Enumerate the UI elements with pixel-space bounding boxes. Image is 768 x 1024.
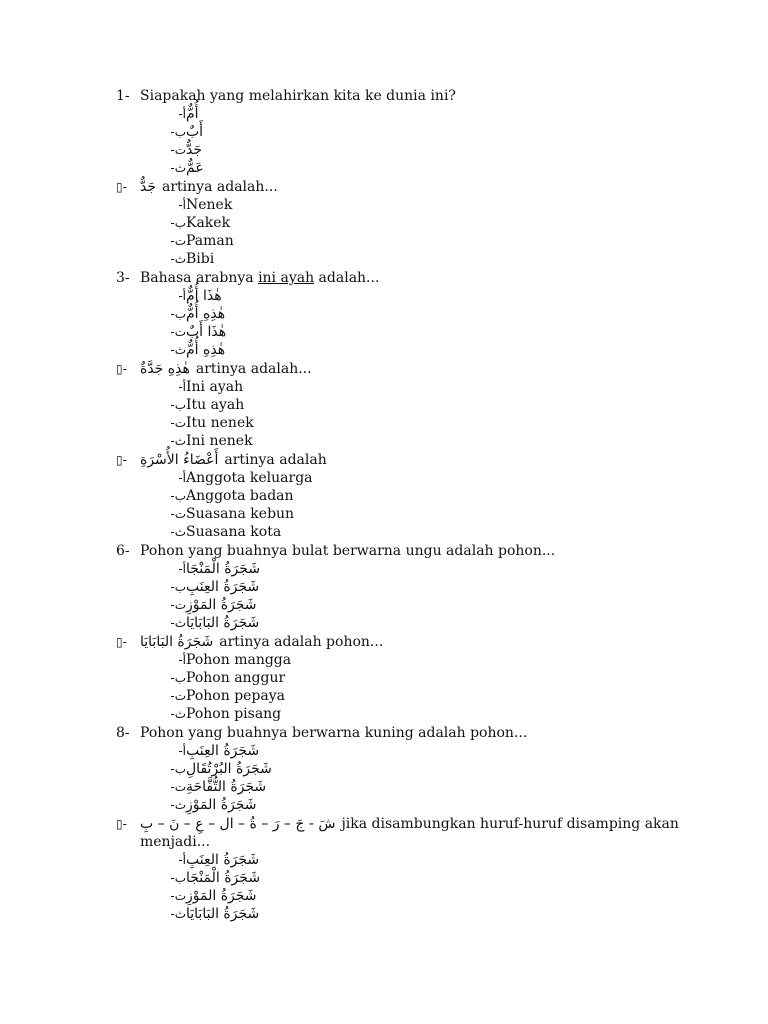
option-d	[160, 159, 204, 177]
option-label: ب-	[170, 871, 186, 885]
option-label: ت-	[170, 143, 186, 157]
option-label: ث-	[170, 161, 186, 175]
option-label: ت-	[170, 234, 186, 248]
option-text: شَجَرَةُ العِنَبِ	[186, 579, 260, 595]
option-text: جَدٌّ	[186, 142, 203, 158]
option-label: ت-	[170, 325, 186, 339]
option-b	[160, 578, 259, 596]
option-label: أ-	[178, 653, 186, 667]
option-text: Pohon mangga	[186, 652, 292, 668]
option-text: Nenek	[186, 197, 233, 213]
option-text: Suasana kota	[186, 524, 282, 540]
option-c	[160, 887, 257, 905]
question-number: 3-	[116, 270, 130, 286]
option-b	[160, 760, 272, 778]
option-c	[160, 505, 294, 523]
option-label: ب-	[170, 216, 186, 230]
option-label: ث-	[170, 252, 186, 266]
option-b	[160, 396, 244, 414]
option-text: Itu ayah	[186, 397, 245, 413]
option-c	[160, 687, 285, 705]
option-text: Paman	[186, 233, 234, 249]
question-arabic: جَدٌّ	[140, 179, 157, 195]
option-text: Ini ayah	[186, 379, 244, 395]
question-number: ▯-	[116, 362, 127, 376]
option-label: ب-	[170, 762, 186, 776]
option-label: أ-	[178, 380, 186, 394]
question-5	[116, 451, 327, 469]
option-label: ت-	[170, 689, 186, 703]
option-a	[160, 287, 222, 305]
question-text: Pohon yang buahnya bulat berwarna ungu adalah pohon...	[140, 543, 556, 559]
option-text: أُمٌّ	[186, 106, 199, 122]
question-number: 1-	[116, 88, 130, 104]
option-text: شَجَرَةُ المَوْزِ	[186, 888, 257, 904]
question-8	[116, 724, 527, 742]
question-text: Siapakah yang melahirkan kita ke dunia ini?	[140, 88, 456, 104]
option-text: Bibi	[186, 251, 215, 267]
question-text: jika disambungkan huruf-huruf disamping akan	[341, 816, 679, 832]
question-7	[116, 633, 383, 651]
option-label: ب-	[170, 125, 186, 139]
option-a	[160, 378, 243, 396]
option-label: ب-	[170, 307, 186, 321]
option-text: شَجَرَةُ البُرْتُقَالِ	[186, 761, 272, 777]
question-number: 8-	[116, 725, 130, 741]
option-text: Ini nenek	[186, 433, 253, 449]
option-b	[160, 305, 225, 323]
option-label: ت-	[170, 889, 186, 903]
question-6	[116, 542, 555, 560]
option-label: ت-	[170, 598, 186, 612]
option-label: أ-	[178, 107, 186, 121]
question-number: ▯-	[116, 453, 127, 467]
question-arabic: أَعْضَاءُ الأُسْرَةِ	[140, 452, 219, 468]
option-label: ب-	[170, 398, 186, 412]
question-4	[116, 360, 312, 378]
question-number: ▯-	[116, 635, 127, 649]
option-a	[160, 742, 259, 760]
option-d	[160, 250, 214, 268]
option-label: ت-	[170, 416, 186, 430]
option-text: Suasana kebun	[186, 506, 295, 522]
option-b	[160, 669, 285, 687]
option-a	[160, 651, 291, 669]
option-a	[160, 105, 199, 123]
option-d	[160, 614, 259, 632]
question-text-continuation: menjadi...	[140, 834, 211, 850]
option-text: Kakek	[186, 215, 231, 231]
question-text: Bahasa arabnya	[140, 270, 259, 286]
option-d	[160, 705, 281, 723]
option-text: شَجَرَةُ الْمَنْجَا	[186, 870, 261, 886]
option-d	[160, 796, 257, 814]
option-label: ب-	[170, 671, 186, 685]
question-number: ▯-	[116, 180, 127, 194]
option-label: ث-	[170, 616, 186, 630]
option-c	[160, 414, 254, 432]
option-d	[160, 905, 259, 923]
option-b	[160, 214, 230, 232]
option-a	[160, 469, 313, 487]
option-text: Pohon pisang	[186, 706, 282, 722]
option-label: أ-	[178, 471, 186, 485]
option-text: Anggota badan	[186, 488, 294, 504]
option-b	[160, 123, 203, 141]
question-text: artinya adalah	[224, 452, 327, 468]
option-label: ث-	[170, 907, 186, 921]
option-text: Anggota keluarga	[186, 470, 313, 486]
option-label: ث-	[170, 798, 186, 812]
option-d	[160, 432, 253, 450]
option-text: شَجَرَةُ الْمَنْجَا	[186, 561, 261, 577]
option-text: شَجَرَةُ المَوْزِ	[186, 597, 257, 613]
option-text: هٰذَا أُمٌّ	[186, 288, 222, 304]
question-3	[116, 269, 379, 287]
question-arabic: هٰذِهِ جَدَّةٌ	[140, 361, 190, 377]
option-text: شَجَرَةُ البَابَايَا	[186, 615, 260, 631]
option-a	[160, 196, 232, 214]
option-label: ث-	[170, 434, 186, 448]
option-text: شَجَرَةُ المَوْزِ	[186, 797, 257, 813]
option-text: عَمٌّ	[186, 160, 204, 176]
option-text: هٰذِهِ أُمٌّ	[186, 306, 226, 322]
option-text: شَجَرَةُ البَابَايَا	[186, 906, 260, 922]
option-text: هٰذَا أَبٌ	[186, 324, 227, 340]
option-label: ث-	[170, 707, 186, 721]
question-text-end: adalah...	[314, 270, 380, 286]
question-arabic: شَجَرَةُ البَابَايَا	[140, 634, 214, 650]
question-text: artinya adalah...	[195, 361, 312, 377]
option-text: Pohon pepaya	[186, 688, 286, 704]
option-text: Pohon anggur	[186, 670, 286, 686]
option-a	[160, 560, 260, 578]
question-number: ▯-	[116, 817, 127, 831]
option-label: ب-	[170, 489, 186, 503]
question-text: artinya adalah pohon...	[219, 634, 384, 650]
question-text-underlined: ini ayah	[258, 270, 315, 286]
option-c	[160, 778, 266, 796]
option-text: شَجَرَةُ العِنَبِ	[186, 743, 260, 759]
option-label: أ-	[178, 744, 186, 758]
option-label: أ-	[178, 562, 186, 576]
option-label: ت-	[170, 507, 186, 521]
option-c	[160, 232, 234, 250]
option-text: شَجَرَةُ العِنَبِ	[186, 852, 260, 868]
option-label: أ-	[178, 198, 186, 212]
option-d	[160, 341, 225, 359]
option-b	[160, 869, 260, 887]
option-text: أَبٌ	[186, 124, 204, 140]
question-1	[116, 87, 456, 105]
option-c	[160, 323, 226, 341]
question-text: Pohon yang buahnya berwarna kuning adalah pohon...	[140, 725, 528, 741]
option-c	[160, 141, 202, 159]
option-label: ت-	[170, 780, 186, 794]
question-arabic: شَ - جَ – رَ – ةُ – ال – عِ – نَ – بِ	[140, 816, 336, 832]
option-d	[160, 523, 281, 541]
option-text: هٰذِهِ أُمٌّ	[186, 342, 226, 358]
option-label: أ-	[178, 289, 186, 303]
option-text: شَجَرَةُ التُّفَّاحَةِ	[186, 779, 267, 795]
option-label: ث-	[170, 343, 186, 357]
option-label: أ-	[178, 853, 186, 867]
option-a	[160, 851, 259, 869]
option-text: Itu nenek	[186, 415, 254, 431]
question-9	[116, 815, 679, 833]
option-b	[160, 487, 294, 505]
question-number: 6-	[116, 543, 130, 559]
question-2	[116, 178, 278, 196]
option-label: ب-	[170, 580, 186, 594]
option-c	[160, 596, 257, 614]
option-label: ث-	[170, 525, 186, 539]
question-text: artinya adalah...	[162, 179, 278, 195]
